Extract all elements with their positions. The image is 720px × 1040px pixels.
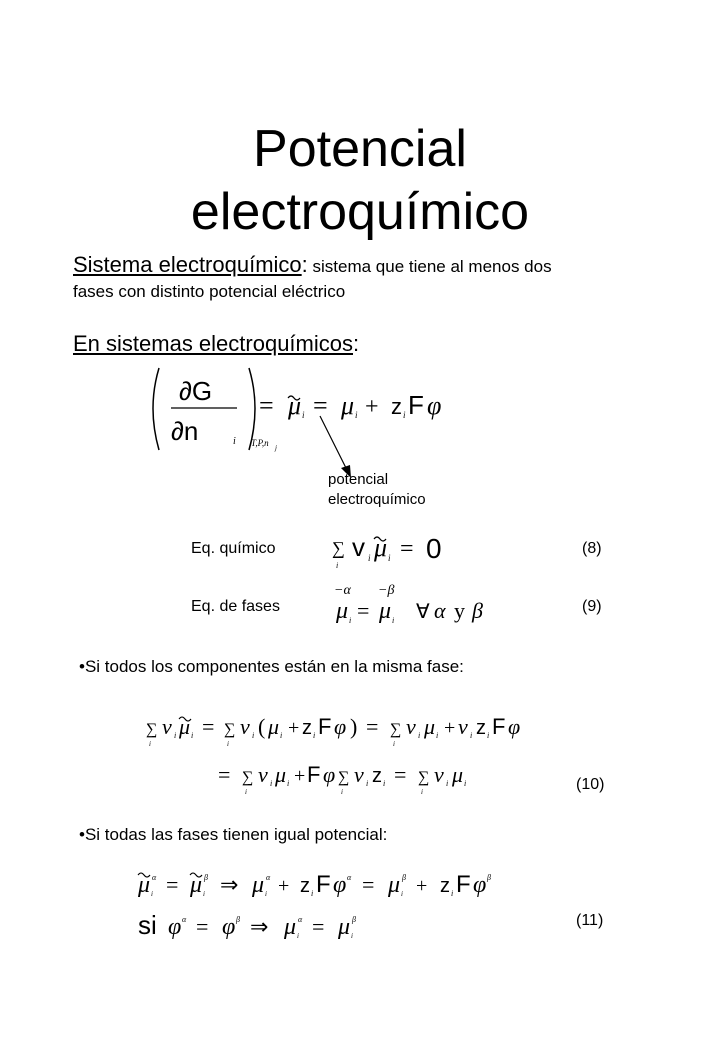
svg-text:∑: ∑ bbox=[390, 721, 402, 738]
page-title-line-1: Potencial bbox=[253, 120, 467, 178]
mu-tilde: μ bbox=[374, 533, 388, 562]
svg-text:μ: μ bbox=[252, 872, 265, 898]
svg-text:=: = bbox=[312, 914, 325, 939]
svg-text:∑: ∑ bbox=[242, 769, 254, 786]
svg-text:F: F bbox=[318, 714, 332, 739]
svg-text:ν: ν bbox=[354, 762, 364, 787]
svg-text:μ: μ bbox=[388, 872, 401, 898]
svg-text:(: ( bbox=[258, 714, 266, 739]
svg-text:β: β bbox=[352, 915, 356, 924]
svg-text:⇒: ⇒ bbox=[250, 914, 269, 939]
svg-text:=: = bbox=[366, 714, 379, 739]
svg-text:i: i bbox=[313, 731, 316, 740]
page-title-line-2: electroquímico bbox=[190, 183, 530, 241]
svg-text:i: i bbox=[151, 890, 153, 898]
svg-text:i: i bbox=[203, 890, 205, 898]
sum-symbol: ∑ bbox=[332, 538, 345, 558]
mu-sub: i bbox=[355, 410, 358, 420]
svg-text:i: i bbox=[383, 779, 386, 788]
alpha-sup: −α bbox=[334, 583, 351, 598]
case1-statement bbox=[79, 657, 464, 677]
svg-text:φ: φ bbox=[222, 914, 236, 940]
phi: φ bbox=[427, 391, 442, 420]
svg-text:μ: μ bbox=[179, 714, 191, 739]
svg-text:F: F bbox=[492, 714, 506, 739]
y-word: y bbox=[454, 598, 465, 623]
case1-line2 bbox=[218, 762, 466, 796]
svg-text:ν: ν bbox=[434, 762, 444, 787]
svg-text:μ: μ bbox=[284, 914, 297, 940]
z: z bbox=[391, 394, 402, 419]
svg-text:i: i bbox=[487, 731, 490, 740]
svg-text:⇒: ⇒ bbox=[220, 872, 239, 897]
section-heading-text: En sistemas electroquímicos bbox=[73, 331, 353, 356]
definition bbox=[73, 252, 683, 302]
denominator-dn: ∂n bbox=[171, 416, 199, 446]
svg-text:F: F bbox=[316, 871, 331, 898]
mu-beta-sub: i bbox=[392, 616, 395, 625]
svg-text:F: F bbox=[456, 871, 471, 898]
svg-text:β: β bbox=[402, 873, 406, 882]
si-word: si bbox=[138, 910, 157, 940]
svg-text:i: i bbox=[191, 731, 194, 740]
svg-text:F: F bbox=[307, 762, 321, 787]
svg-text:i: i bbox=[174, 731, 177, 740]
svg-text:∑: ∑ bbox=[418, 769, 430, 786]
svg-text:i: i bbox=[401, 890, 403, 898]
left-paren bbox=[153, 368, 159, 450]
beta: β bbox=[472, 598, 483, 623]
eq-phases-equation bbox=[330, 580, 510, 632]
case2-bullet: • bbox=[79, 825, 85, 844]
forall: ∀ bbox=[416, 601, 430, 623]
svg-text:i: i bbox=[464, 779, 467, 788]
svg-text:i: i bbox=[297, 932, 299, 940]
svg-text:α: α bbox=[298, 915, 303, 924]
case2-statement bbox=[79, 825, 387, 845]
svg-text:=: = bbox=[362, 872, 375, 897]
case1-line1 bbox=[146, 714, 520, 748]
svg-text:ν: ν bbox=[458, 714, 468, 739]
svg-text:ν: ν bbox=[406, 714, 416, 739]
svg-text:ν: ν bbox=[240, 714, 250, 739]
svg-text:∑: ∑ bbox=[146, 721, 158, 738]
svg-text:i: i bbox=[436, 731, 439, 740]
svg-text:i: i bbox=[446, 779, 449, 788]
svg-text:=: = bbox=[394, 762, 407, 787]
svg-text:β: β bbox=[204, 873, 208, 882]
svg-text:μ: μ bbox=[190, 872, 203, 898]
case1-text: Si todos los componentes están en la misma fase: bbox=[84, 657, 464, 676]
svg-text:φ: φ bbox=[323, 762, 336, 787]
section-heading-colon: : bbox=[353, 331, 360, 356]
svg-text:z: z bbox=[476, 717, 486, 739]
svg-text:ν: ν bbox=[258, 762, 268, 787]
annotation-line-1: potencial bbox=[328, 471, 389, 488]
condition-subscript: T,P,n bbox=[251, 438, 269, 448]
svg-text:i: i bbox=[341, 788, 343, 796]
v-sub: i bbox=[368, 553, 371, 563]
annotation-line-2: electroquímico bbox=[328, 491, 426, 508]
mu-tilde: μ bbox=[288, 391, 302, 420]
svg-text:ν: ν bbox=[162, 714, 172, 739]
svg-text:i: i bbox=[351, 932, 353, 940]
svg-text:μ: μ bbox=[424, 714, 436, 739]
svg-text:φ: φ bbox=[334, 714, 347, 739]
definition-text-line1: sistema que tiene al menos dos bbox=[307, 257, 552, 276]
svg-text:+: + bbox=[444, 717, 456, 739]
svg-text:=: = bbox=[196, 914, 209, 939]
mu-alpha: μ bbox=[336, 598, 349, 624]
mu-sub: i bbox=[388, 553, 391, 563]
svg-text:α: α bbox=[182, 915, 187, 924]
case1-bullet: • bbox=[79, 657, 85, 676]
svg-text:μ: μ bbox=[338, 914, 351, 940]
svg-text:z: z bbox=[440, 875, 450, 897]
svg-text:μ: μ bbox=[138, 872, 151, 898]
equals: = bbox=[400, 536, 414, 562]
svg-text:i: i bbox=[421, 788, 423, 796]
definition-text-line2: fases con distinto potencial eléctrico bbox=[73, 282, 346, 301]
svg-text:i: i bbox=[418, 731, 421, 740]
svg-text:z: z bbox=[300, 875, 310, 897]
definition-term: Sistema electroquímico bbox=[73, 252, 302, 277]
condition-subscript-j: j bbox=[275, 444, 277, 452]
eq-phases-label: Eq. de fases bbox=[191, 598, 280, 615]
svg-text:=: = bbox=[202, 714, 215, 739]
svg-text:i: i bbox=[270, 779, 273, 788]
svg-text:i: i bbox=[265, 890, 267, 898]
case2-text: Si todas las fases tienen igual potencial: bbox=[84, 825, 388, 844]
mu-beta: μ bbox=[379, 598, 392, 624]
plus: + bbox=[365, 394, 379, 420]
svg-text:α: α bbox=[347, 873, 352, 882]
mu-tilde-sub: i bbox=[302, 410, 305, 420]
svg-text:+: + bbox=[288, 717, 300, 739]
svg-text:i: i bbox=[280, 731, 283, 740]
beta-sup: −β bbox=[378, 583, 395, 598]
svg-text:β: β bbox=[236, 915, 240, 924]
svg-text:i: i bbox=[287, 779, 290, 788]
numerator-dG: ∂G bbox=[179, 376, 213, 406]
eq-chemical-label: Eq. químico bbox=[191, 540, 276, 557]
eq-number-8: (8) bbox=[582, 540, 602, 557]
svg-text:+: + bbox=[278, 875, 290, 897]
z-sub: i bbox=[403, 410, 406, 420]
case1-equations bbox=[144, 702, 584, 798]
equals: = bbox=[357, 598, 370, 623]
svg-text:=: = bbox=[218, 762, 231, 787]
eq-chemical-equation bbox=[330, 528, 460, 572]
eq-number-11: (11) bbox=[576, 912, 604, 929]
svg-text:φ: φ bbox=[333, 872, 347, 898]
svg-text:=: = bbox=[166, 872, 179, 897]
svg-text:z: z bbox=[372, 765, 382, 787]
mu: μ bbox=[341, 391, 355, 420]
svg-text:i: i bbox=[245, 788, 247, 796]
annotation bbox=[328, 470, 426, 510]
svg-text:μ: μ bbox=[268, 714, 280, 739]
svg-text:∑: ∑ bbox=[338, 769, 350, 786]
eq-number-10: (10) bbox=[576, 776, 605, 793]
svg-text:φ: φ bbox=[168, 914, 182, 940]
svg-text:i: i bbox=[149, 740, 151, 748]
svg-text:z: z bbox=[302, 717, 312, 739]
alpha: α bbox=[434, 598, 446, 623]
svg-text:i: i bbox=[311, 889, 314, 898]
svg-text:i: i bbox=[227, 740, 229, 748]
svg-text:α: α bbox=[152, 873, 157, 882]
case2-equations bbox=[136, 860, 556, 952]
denominator-sub: i bbox=[233, 436, 236, 447]
svg-text:φ: φ bbox=[473, 872, 487, 898]
svg-text:i: i bbox=[366, 779, 369, 788]
zero: 0 bbox=[426, 533, 442, 564]
svg-text:+: + bbox=[416, 875, 428, 897]
mu-alpha-sub: i bbox=[349, 616, 352, 625]
svg-text:i: i bbox=[470, 731, 473, 740]
svg-text:μ: μ bbox=[452, 762, 464, 787]
svg-text:): ) bbox=[350, 714, 358, 739]
F: F bbox=[408, 390, 424, 420]
svg-text:∑: ∑ bbox=[224, 721, 236, 738]
equals-2: = bbox=[313, 391, 328, 420]
sum-index: i bbox=[336, 561, 339, 570]
svg-text:α: α bbox=[266, 873, 271, 882]
section-heading bbox=[73, 331, 359, 357]
svg-text:i: i bbox=[393, 740, 395, 748]
case2-line1 bbox=[137, 871, 491, 898]
svg-text:φ: φ bbox=[508, 714, 521, 739]
svg-text:i: i bbox=[252, 731, 255, 740]
svg-text:β: β bbox=[487, 873, 491, 882]
case2-line2 bbox=[138, 910, 356, 940]
definition-colon: : bbox=[301, 252, 308, 277]
svg-text:μ: μ bbox=[275, 762, 287, 787]
equals-1: = bbox=[259, 391, 274, 420]
eq-number-9: (9) bbox=[582, 598, 602, 615]
v-symbol: v bbox=[352, 532, 365, 562]
svg-text:i: i bbox=[451, 889, 454, 898]
svg-text:+: + bbox=[294, 765, 306, 787]
